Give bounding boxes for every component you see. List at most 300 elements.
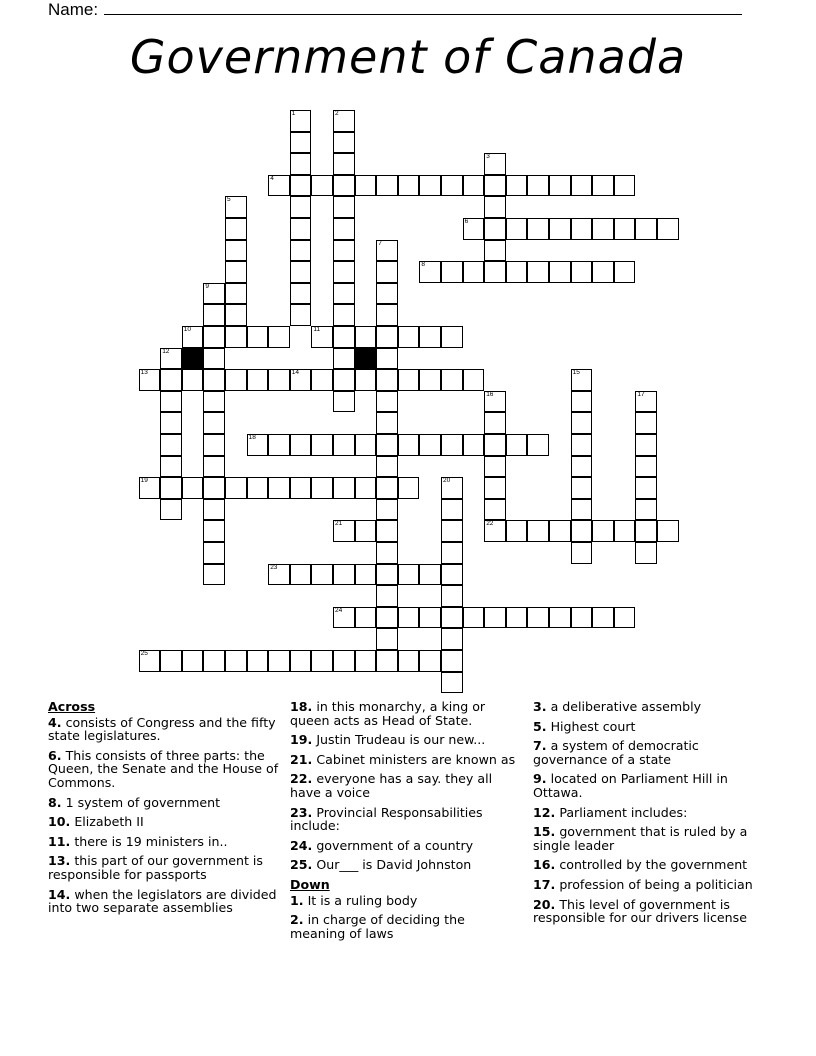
clue-number: 3. (533, 699, 547, 714)
cell-number: 23 (270, 563, 278, 571)
crossword-cell[interactable] (160, 477, 182, 499)
crossword-cell[interactable] (441, 520, 463, 542)
crossword-cell[interactable] (376, 456, 398, 478)
cell-number: 1 (291, 110, 296, 117)
crossword-cell[interactable] (311, 650, 333, 672)
crossword-cell[interactable] (635, 542, 657, 564)
crossword-cell[interactable] (203, 434, 225, 456)
cell-number: 18 (248, 434, 256, 441)
clue-text: controlled by the government (555, 857, 748, 873)
clue-number: 25. (290, 857, 313, 873)
crossword-cell[interactable] (441, 672, 463, 694)
clue-number: 22. (290, 771, 313, 787)
clue-number: 20. (533, 896, 556, 912)
crossword-cell[interactable] (592, 520, 614, 542)
crossword-cell[interactable] (484, 261, 506, 283)
crossword-cell[interactable] (333, 434, 355, 456)
crossword-cell[interactable] (333, 369, 355, 391)
crossword-cell[interactable] (333, 153, 355, 175)
crossword-cell[interactable] (506, 607, 528, 629)
crossword-cell[interactable] (203, 520, 225, 542)
crossword-cell[interactable] (419, 607, 441, 629)
crossword-cell[interactable] (657, 520, 679, 542)
crossword-cell[interactable] (441, 499, 463, 521)
crossword-cell[interactable] (571, 412, 593, 434)
clue-item (48, 749, 284, 790)
crossword-cell[interactable] (376, 348, 398, 370)
crossword-cell[interactable] (635, 218, 657, 240)
crossword-cell[interactable] (398, 434, 420, 456)
crossword-cell[interactable] (419, 434, 441, 456)
cell-number: 15 (572, 369, 580, 377)
crossword-cell[interactable] (160, 369, 182, 391)
crossword-cell[interactable] (225, 261, 247, 283)
crossword-cell[interactable] (355, 607, 377, 629)
crossword-cell[interactable] (268, 434, 290, 456)
crossword-cell[interactable] (441, 326, 463, 348)
clue-number: 6. (48, 747, 62, 763)
crossword-cell[interactable] (160, 391, 182, 413)
clue-number: 11. (48, 833, 71, 849)
crossword-cell[interactable] (376, 391, 398, 413)
crossword-cell[interactable] (203, 456, 225, 478)
crossword-cell[interactable] (311, 369, 333, 391)
crossword-cell[interactable] (290, 153, 312, 175)
cell-number: 25 (140, 650, 148, 657)
crossword-cell[interactable] (592, 261, 614, 283)
crossword-cell[interactable] (635, 412, 657, 434)
crossword-cell[interactable] (484, 456, 506, 478)
crossword-cell[interactable] (549, 175, 571, 197)
crossword-cell[interactable] (419, 175, 441, 197)
crossword-cell[interactable] (484, 477, 506, 499)
crossword-cell[interactable] (484, 434, 506, 456)
clue-item (290, 806, 522, 833)
crossword-cell[interactable] (139, 477, 161, 499)
cell-number: 2 (335, 110, 339, 117)
clue-number: 17. (533, 876, 556, 892)
clue-item (533, 700, 769, 714)
crossword-cell[interactable] (614, 175, 636, 197)
crossword-cell[interactable] (333, 283, 355, 305)
clue-text: This level of government is responsible for our drivers license (533, 896, 747, 926)
crossword-cell[interactable] (203, 564, 225, 586)
crossword-cell[interactable] (355, 326, 377, 348)
crossword-cell[interactable] (268, 650, 290, 672)
crossword-cell[interactable] (592, 175, 614, 197)
crossword-cell[interactable] (203, 650, 225, 672)
crossword-cell[interactable] (419, 650, 441, 672)
crossword-cell[interactable] (247, 477, 269, 499)
clue-text: government of a country (312, 837, 474, 853)
crossword-cell[interactable] (571, 542, 593, 564)
crossword-cell[interactable] (203, 283, 225, 305)
crossword-cell[interactable] (333, 240, 355, 262)
cell-number: 24 (335, 606, 343, 614)
crossword-cell[interactable] (571, 456, 593, 478)
crossword-cell[interactable] (268, 564, 290, 586)
crossword-cell[interactable] (333, 477, 355, 499)
crossword-cell[interactable] (376, 607, 398, 629)
crossword-cell[interactable] (398, 607, 420, 629)
crossword-cell[interactable] (441, 434, 463, 456)
crossword-cell[interactable] (592, 607, 614, 629)
crossword-cell[interactable] (225, 218, 247, 240)
crossword-cell[interactable] (225, 196, 247, 218)
crossword-cell[interactable] (139, 650, 161, 672)
crossword-cell[interactable] (247, 650, 269, 672)
clue-number: 5. (533, 718, 547, 734)
crossword-cell[interactable] (398, 564, 420, 586)
cell-number: 22 (486, 520, 494, 528)
crossword-cell[interactable] (333, 175, 355, 197)
crossword-cell[interactable] (355, 175, 377, 197)
clue-item (533, 720, 769, 734)
crossword-cell[interactable] (290, 650, 312, 672)
crossword-cell[interactable] (463, 218, 485, 240)
clue-text: Cabinet ministers are known as (312, 751, 516, 767)
crossword-cell[interactable] (571, 391, 593, 413)
clue-item (290, 700, 522, 727)
crossword-cell[interactable] (635, 499, 657, 521)
clue-item (533, 898, 769, 925)
crossword-cell[interactable] (506, 218, 528, 240)
clue-text: a system of democratic governance of a state (533, 738, 699, 767)
crossword-cell[interactable] (657, 218, 679, 240)
crossword-cell[interactable] (290, 240, 312, 262)
crossword-cell[interactable] (333, 391, 355, 413)
crossword-cell[interactable] (376, 520, 398, 542)
crossword-cell[interactable] (549, 261, 571, 283)
crossword-cell[interactable] (376, 477, 398, 499)
crossword-cell[interactable] (376, 326, 398, 348)
crossword-cell[interactable] (614, 261, 636, 283)
crossword-cell[interactable] (268, 175, 290, 197)
clue-text: in this monarchy, a king or queen acts as Head of State. (290, 699, 486, 728)
crossword-cell[interactable] (549, 520, 571, 542)
crossword-cell[interactable] (290, 261, 312, 283)
cell-number: 9 (205, 282, 210, 290)
crossword-cell[interactable] (527, 175, 549, 197)
crossword-cell[interactable] (139, 369, 161, 391)
crossword-cell[interactable] (290, 218, 312, 240)
crossword-cell[interactable] (571, 175, 593, 197)
page-title: Government of Canada (129, 30, 687, 84)
crossword-cell[interactable] (635, 477, 657, 499)
crossword-cell[interactable] (571, 261, 593, 283)
across-heading: Across (48, 699, 96, 714)
clues-column-3 (533, 700, 769, 931)
crossword-cell[interactable] (484, 196, 506, 218)
crossword-cell[interactable] (182, 326, 204, 348)
crossword-cell[interactable] (484, 607, 506, 629)
crossword-cell[interactable] (635, 520, 657, 542)
clue-text: Our___ is David Johnston (312, 857, 472, 873)
crossword-cell[interactable] (614, 607, 636, 629)
clue-number: 1. (290, 892, 304, 908)
crossword-cell[interactable] (441, 477, 463, 499)
crossword-cell[interactable] (290, 196, 312, 218)
crossword-cell[interactable] (203, 348, 225, 370)
crossword-cell[interactable] (290, 110, 312, 132)
cell-number: 7 (378, 239, 382, 247)
crossword-cell[interactable] (311, 326, 333, 348)
crossword-cell[interactable] (527, 607, 549, 629)
crossword-cell[interactable] (571, 369, 593, 391)
clue-text: located on Parliament Hill in Ottawa. (533, 771, 728, 800)
crossword-cell[interactable] (376, 542, 398, 564)
crossword-cell[interactable] (441, 542, 463, 564)
clue-number: 19. (290, 732, 313, 748)
crossword-cell[interactable] (160, 434, 182, 456)
crossword-cell[interactable] (311, 175, 333, 197)
crossword-cell[interactable] (376, 585, 398, 607)
crossword-cell[interactable] (398, 650, 420, 672)
crossword-cell[interactable] (376, 564, 398, 586)
crossword-cell[interactable] (203, 499, 225, 521)
crossword-cell[interactable] (549, 218, 571, 240)
clue-text: 1 system of government (61, 794, 221, 810)
cell-number: 20 (443, 477, 451, 485)
clue-text: when the legislators are divided into two separate assemblies (48, 886, 277, 916)
crossword-cell[interactable] (160, 412, 182, 434)
crossword-cell[interactable] (506, 434, 528, 456)
crossword-cell[interactable] (247, 434, 269, 456)
crossword-cell[interactable] (225, 477, 247, 499)
clue-item (533, 806, 769, 820)
crossword-cell[interactable] (571, 499, 593, 521)
clue-item (290, 839, 522, 853)
crossword-cell[interactable] (484, 391, 506, 413)
crossword-cell[interactable] (635, 456, 657, 478)
crossword-cell[interactable] (268, 326, 290, 348)
crossword-cell[interactable] (290, 175, 312, 197)
crossword-cell[interactable] (203, 477, 225, 499)
crossword-cell[interactable] (398, 326, 420, 348)
crossword-cell[interactable] (441, 628, 463, 650)
crossword-cell[interactable] (463, 369, 485, 391)
crossword-cell[interactable] (484, 175, 506, 197)
crossword-cell[interactable] (311, 434, 333, 456)
crossword-cell[interactable] (333, 607, 355, 629)
crossword-cell[interactable] (355, 434, 377, 456)
clue-item (533, 878, 769, 892)
crossword-cell[interactable] (398, 369, 420, 391)
crossword-cell[interactable] (376, 283, 398, 305)
crossword-cell[interactable] (527, 520, 549, 542)
crossword-cell[interactable] (333, 110, 355, 132)
crossword-cell[interactable] (203, 326, 225, 348)
crossword-cell[interactable] (182, 477, 204, 499)
crossword-cell[interactable] (290, 434, 312, 456)
crossword-cell[interactable] (333, 261, 355, 283)
clue-number: 2. (290, 912, 304, 928)
crossword-cell[interactable] (160, 650, 182, 672)
crossword-cell[interactable] (225, 650, 247, 672)
crossword-cell[interactable] (225, 326, 247, 348)
clue-text: It is a ruling body (303, 892, 418, 908)
crossword-cell[interactable] (419, 261, 441, 283)
crossword-cell[interactable] (571, 477, 593, 499)
crossword-cell[interactable] (333, 304, 355, 326)
crossword-cell[interactable] (160, 348, 182, 370)
crossword-cell[interactable] (571, 218, 593, 240)
crossword-cell[interactable] (398, 477, 420, 499)
crossword-cell[interactable] (635, 434, 657, 456)
clue-number: 4. (48, 714, 62, 730)
crossword-cell[interactable] (506, 520, 528, 542)
cell-number: 16 (486, 390, 494, 398)
crossword-cell[interactable] (614, 218, 636, 240)
crossword-cell[interactable] (484, 520, 506, 542)
crossword-cell[interactable] (290, 564, 312, 586)
crossword-cell[interactable] (463, 607, 485, 629)
clue-number: 12. (533, 804, 556, 820)
crossword-cell[interactable] (355, 477, 377, 499)
clue-number: 14. (48, 886, 71, 902)
crossword-cell[interactable] (463, 434, 485, 456)
crossword-cell[interactable] (441, 261, 463, 283)
crossword-cell[interactable] (527, 218, 549, 240)
crossword-cell[interactable] (571, 520, 593, 542)
crossword-cell[interactable] (203, 369, 225, 391)
crossword-cell[interactable] (268, 477, 290, 499)
clue-number: 21. (290, 751, 313, 767)
crossword-cell[interactable] (160, 456, 182, 478)
crossword-cell[interactable] (571, 607, 593, 629)
crossword-cell[interactable] (182, 369, 204, 391)
crossword-cell[interactable] (376, 304, 398, 326)
name-label: Name: (48, 0, 99, 19)
crossword-cell[interactable] (441, 585, 463, 607)
crossword-cell[interactable] (225, 240, 247, 262)
crossword-cell[interactable] (333, 564, 355, 586)
crossword-cell[interactable] (333, 520, 355, 542)
crossword-cell[interactable] (419, 326, 441, 348)
crossword-cell[interactable] (441, 369, 463, 391)
crossword-cell[interactable] (203, 391, 225, 413)
blocked-cell (182, 348, 204, 370)
crossword-cell[interactable] (484, 240, 506, 262)
crossword-cell[interactable] (376, 175, 398, 197)
clue-text: Highest court (546, 718, 636, 734)
cell-number: 14 (291, 369, 300, 377)
crossword-cell[interactable] (355, 650, 377, 672)
clue-number: 23. (290, 804, 313, 820)
crossword-cell[interactable] (549, 607, 571, 629)
crossword-cell[interactable] (355, 369, 377, 391)
crossword-cell[interactable] (247, 326, 269, 348)
crossword-cell[interactable] (376, 412, 398, 434)
cell-number: 21 (335, 520, 343, 528)
crossword-cell[interactable] (333, 196, 355, 218)
clue-text: government that is ruled by a single leader (533, 824, 748, 853)
crossword-cell[interactable] (290, 304, 312, 326)
crossword-cell[interactable] (398, 175, 420, 197)
crossword-cell[interactable] (311, 477, 333, 499)
crossword-cell[interactable] (203, 542, 225, 564)
crossword-cell[interactable] (333, 650, 355, 672)
clues-column-1 (48, 700, 284, 921)
crossword-cell[interactable] (290, 369, 312, 391)
crossword-cell[interactable] (527, 261, 549, 283)
clue-item (290, 733, 522, 747)
crossword-cell[interactable] (333, 348, 355, 370)
crossword-cell[interactable] (225, 283, 247, 305)
crossword-cell[interactable] (160, 499, 182, 521)
crossword-cell[interactable] (290, 477, 312, 499)
crossword-cell[interactable] (635, 391, 657, 413)
crossword-cell[interactable] (203, 412, 225, 434)
crossword-cell[interactable] (376, 628, 398, 650)
clue-text: Provincial Responsabilities include: (290, 804, 483, 834)
crossword-cell[interactable] (203, 304, 225, 326)
crossword-cell[interactable] (441, 175, 463, 197)
crossword-cell[interactable] (614, 520, 636, 542)
crossword-cell[interactable] (484, 153, 506, 175)
cell-number: 19 (140, 477, 148, 485)
crossword-cell[interactable] (441, 650, 463, 672)
down-heading: Down (290, 876, 330, 892)
crossword-cell[interactable] (290, 283, 312, 305)
crossword-cell[interactable] (419, 564, 441, 586)
clue-text: in charge of deciding the meaning of laws (290, 912, 465, 941)
crossword-cell[interactable] (463, 261, 485, 283)
crossword-cell[interactable] (463, 175, 485, 197)
crossword-cell[interactable] (333, 326, 355, 348)
crossword-cell[interactable] (376, 499, 398, 521)
crossword-cell[interactable] (311, 564, 333, 586)
clue-item (290, 753, 522, 767)
crossword-cell[interactable] (571, 434, 593, 456)
crossword-cell[interactable] (376, 434, 398, 456)
crossword-cell[interactable] (506, 261, 528, 283)
crossword-cell[interactable] (506, 175, 528, 197)
crossword-cell[interactable] (290, 132, 312, 154)
crossword-cell[interactable] (441, 607, 463, 629)
crossword-cell[interactable] (225, 304, 247, 326)
crossword-cell[interactable] (355, 564, 377, 586)
crossword-cell[interactable] (376, 240, 398, 262)
crossword-cell[interactable] (182, 650, 204, 672)
clue-item (48, 716, 284, 743)
crossword-cell[interactable] (268, 369, 290, 391)
crossword-cell[interactable] (527, 434, 549, 456)
clue-text: a deliberative assembly (546, 699, 702, 714)
crossword-cell[interactable] (333, 218, 355, 240)
clue-item (533, 825, 769, 852)
crossword-cell[interactable] (484, 218, 506, 240)
clue-item (290, 858, 522, 872)
crossword-cell[interactable] (333, 132, 355, 154)
clue-item (533, 858, 769, 872)
clue-number: 10. (48, 814, 71, 830)
crossword-cell[interactable] (592, 218, 614, 240)
crossword-cell[interactable] (376, 369, 398, 391)
clue-item (48, 796, 284, 810)
crossword-cell[interactable] (376, 650, 398, 672)
crossword-cell[interactable] (376, 261, 398, 283)
crossword-cell[interactable] (441, 564, 463, 586)
clue-number: 24. (290, 837, 313, 853)
crossword-cell[interactable] (419, 369, 441, 391)
crossword-cell[interactable] (355, 520, 377, 542)
crossword-cell[interactable] (484, 412, 506, 434)
clue-text: everyone has a say. they all have a voice (290, 771, 493, 800)
crossword-cell[interactable] (484, 499, 506, 521)
crossword-cell[interactable] (247, 369, 269, 391)
crossword-cell[interactable] (225, 369, 247, 391)
